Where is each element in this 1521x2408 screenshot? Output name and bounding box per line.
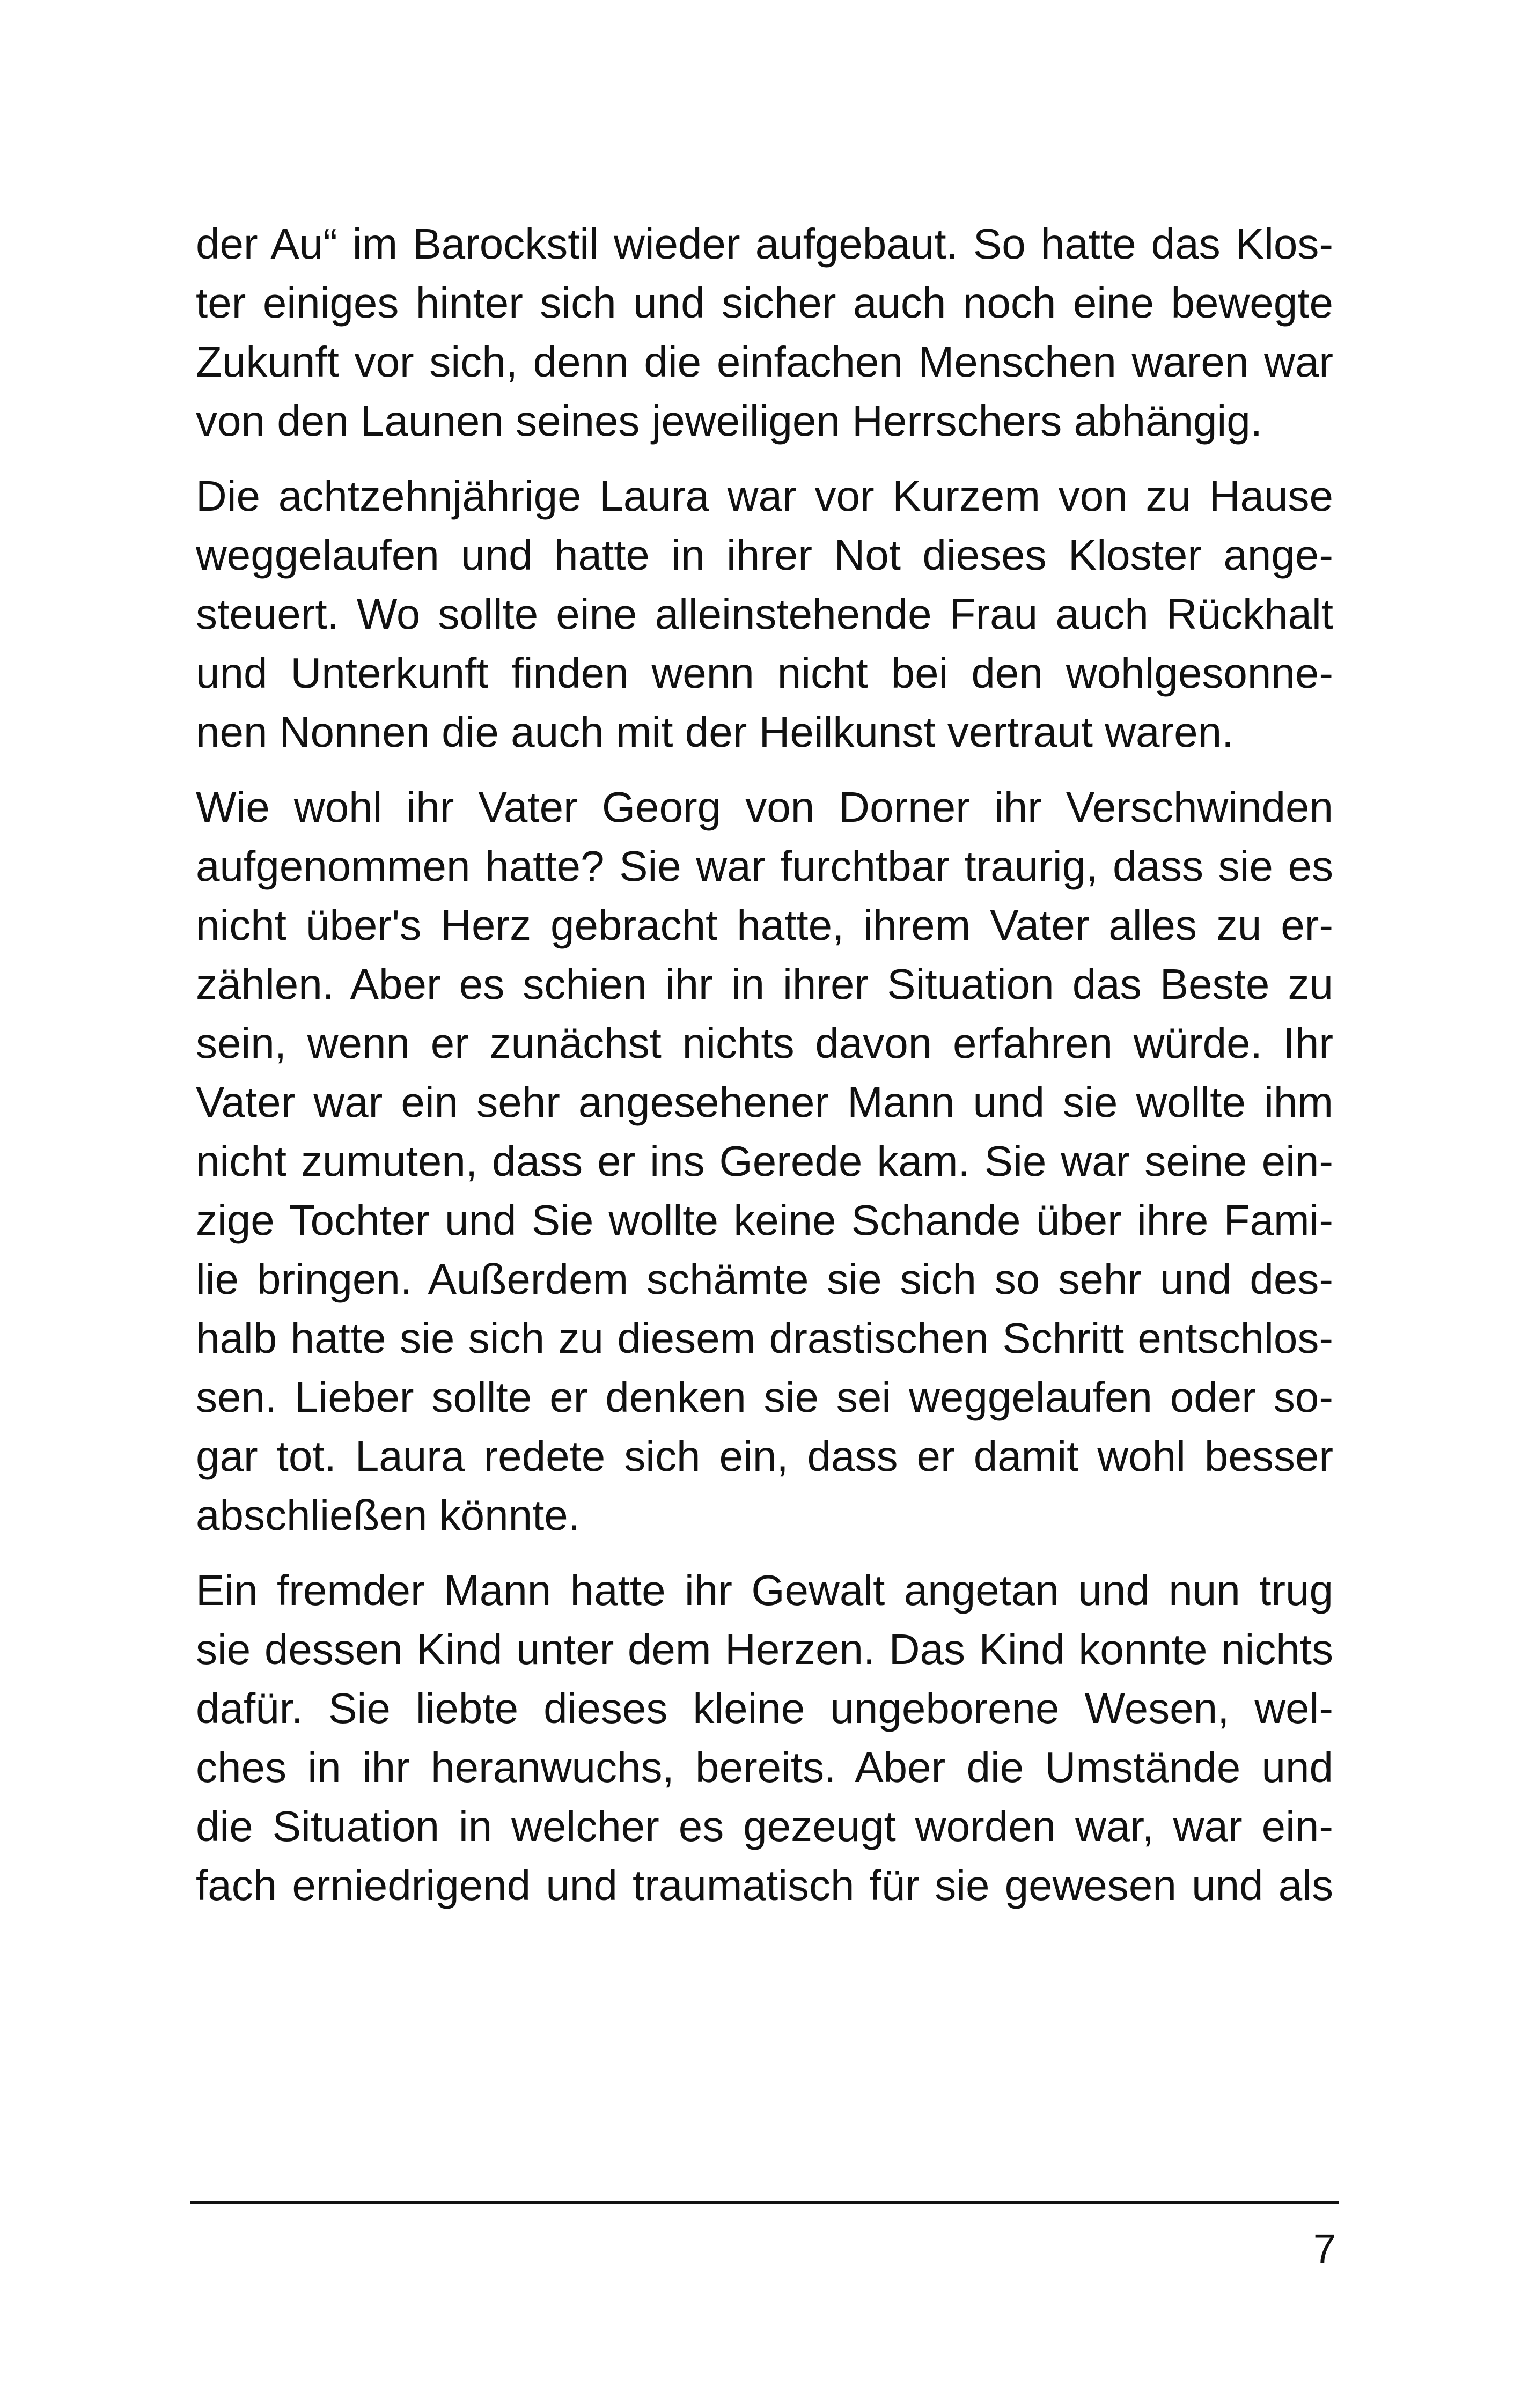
text-line: aufgenommen hatte? Sie war furchtbar traurig, dass sie es [196,842,1333,890]
text-line: weggelaufen und hatte in ihrer Not dieses Kloster ange- [196,531,1333,579]
body-text [196,215,1333,1931]
text-line: lie bringen. Außerdem schämte sie sich so sehr und des- [196,1255,1333,1303]
text-line: sen. Lieber sollte er denken sie sei weggelaufen oder so- [196,1373,1333,1421]
text-line: Vater war ein sehr angesehener Mann und sie wollte ihm [196,1078,1333,1126]
text-line: zählen. Aber es schien ihr in ihrer Situation das Beste zu [196,960,1333,1008]
text-line: Zukunft vor sich, denn die einfachen Menschen waren war [196,338,1333,386]
text-line: ter einiges hinter sich und sicher auch noch eine bewegte [196,279,1333,327]
text-line: nen Nonnen die auch mit der Heilkunst vertraut waren. [196,708,1234,756]
paragraph [196,1561,1333,1915]
text-line: sein, wenn er zunächst nichts davon erfahren würde. Ihr [196,1019,1333,1067]
text-line: abschließen könnte. [196,1491,581,1539]
text-line: sie dessen Kind unter dem Herzen. Das Kind konnte nichts [196,1625,1333,1673]
text-line: die Situation in welcher es gezeugt worden war, war ein- [196,1802,1333,1850]
text-line: Die achtzehnjährige Laura war vor Kurzem von zu Hause [196,472,1333,520]
paragraph [196,215,1333,451]
footer-rule [190,2201,1339,2204]
paragraph [196,778,1333,1545]
text-line: Ein fremder Mann hatte ihr Gewalt angetan und nun trug [196,1566,1333,1614]
text-line: fach erniedrigend und traumatisch für sie gewesen und als [196,1861,1333,1909]
text-line: gar tot. Laura redete sich ein, dass er damit wohl besser [196,1432,1333,1480]
paragraph [196,467,1333,762]
text-line: steuert. Wo sollte eine alleinstehende Frau auch Rückhalt [196,590,1333,638]
text-line: dafür. Sie liebte dieses kleine ungeborene Wesen, wel- [196,1684,1333,1732]
text-line: von den Launen seines jeweiligen Herrschers abhängig. [196,397,1262,445]
page-number: 7 [1313,2226,1336,2272]
text-line: zige Tochter und Sie wollte keine Schande über ihre Fami- [196,1196,1333,1244]
text-line: nicht zumuten, dass er ins Gerede kam. Sie war seine ein- [196,1137,1333,1185]
text-line: ches in ihr heranwuchs, bereits. Aber die Umstände und [196,1743,1333,1791]
text-line: nicht über's Herz gebracht hatte, ihrem Vater alles zu er- [196,901,1333,949]
text-line: Wie wohl ihr Vater Georg von Dorner ihr Verschwinden [196,783,1333,831]
text-line: halb hatte sie sich zu diesem drastischen Schritt entschlos- [196,1314,1333,1362]
text-line: und Unterkunft finden wenn nicht bei den wohlgesonne- [196,649,1333,697]
text-line: der Au“ im Barockstil wieder aufgebaut. So hatte das Klos- [196,220,1333,268]
